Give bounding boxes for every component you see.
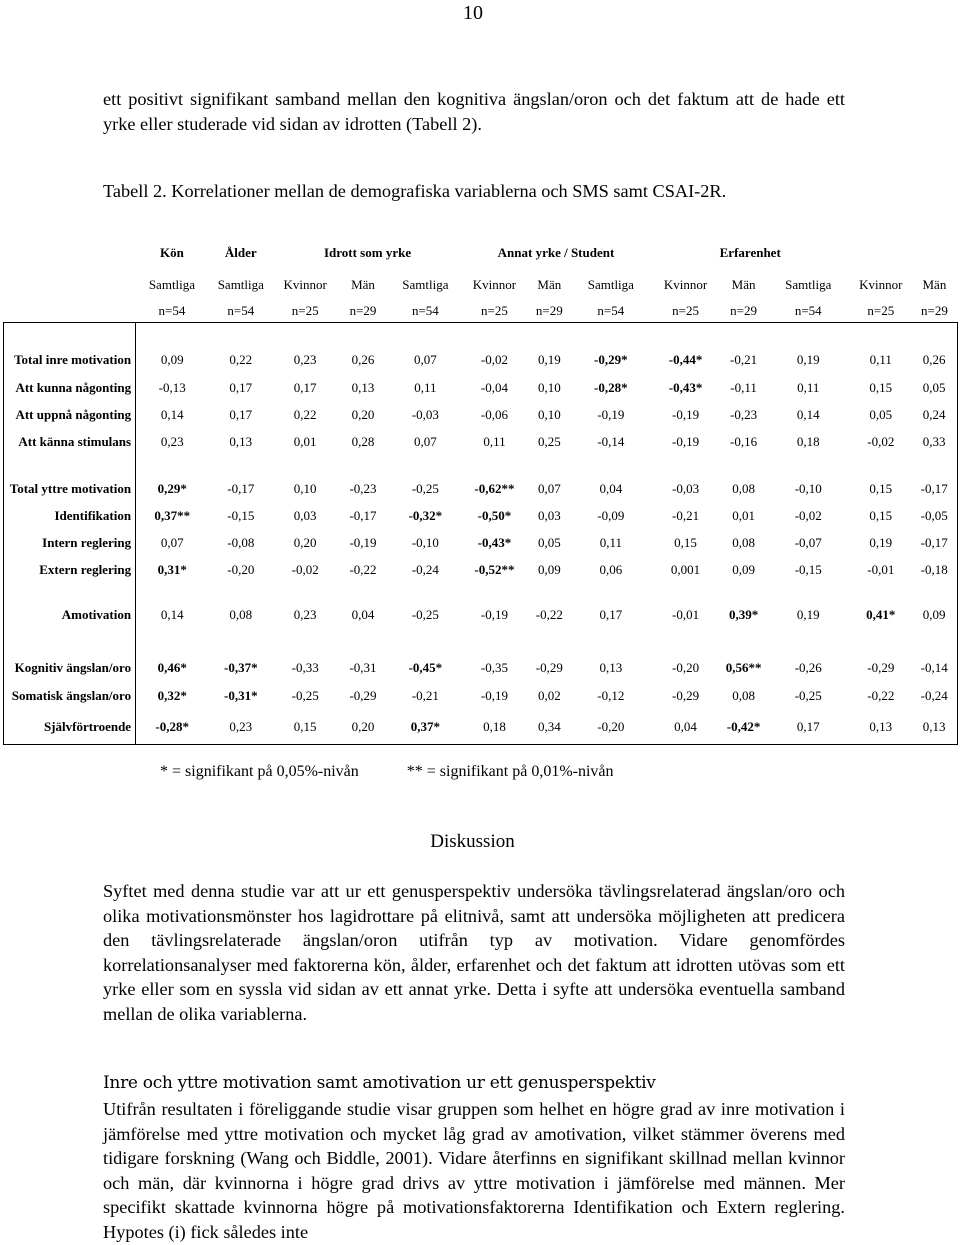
- table-cell: 0,19: [796, 607, 820, 622]
- table-cell: 0,25: [537, 433, 561, 449]
- group-header: Erfarenhet: [719, 245, 781, 260]
- table-cell: -0,17: [911, 529, 957, 556]
- table-cell: 0,09: [136, 346, 209, 374]
- table-cell: 0,08: [732, 480, 755, 496]
- table-cell: 0,14: [136, 401, 209, 428]
- table-cell: 0,23: [293, 352, 317, 367]
- row-label: Att uppnå någonting: [4, 401, 136, 428]
- table-cell: 0,23: [293, 607, 317, 622]
- row-label: Somatisk ängslan/oro: [4, 682, 136, 710]
- spacer-cell: [462, 322, 527, 346]
- spacer-cell: [571, 584, 650, 600]
- table-cell: -0,18: [911, 556, 957, 584]
- table-cell: -0,25: [794, 688, 822, 703]
- group-header: Idrott som yrke: [323, 245, 412, 260]
- table-cell: 0,24: [911, 401, 957, 428]
- spacer-cell: [527, 630, 571, 654]
- table-cell: 0,11: [483, 433, 506, 449]
- header-spacer: [4, 270, 136, 300]
- table-cell: -0,21: [411, 688, 439, 703]
- table-cell: 0,15: [273, 710, 337, 744]
- table-cell: 0,26: [351, 352, 375, 367]
- table-cell: 0,09: [732, 562, 755, 577]
- table-cell: -0,10: [411, 534, 439, 550]
- table-cell: 0,20: [337, 710, 389, 744]
- row-label: Identifikation: [4, 502, 136, 529]
- table-cell: 0,11: [414, 379, 437, 395]
- table-cell: -0,16: [730, 433, 758, 449]
- n-header: n=25: [291, 302, 319, 318]
- table-cell: 0,13: [351, 379, 375, 395]
- table-cell: -0,02: [480, 352, 509, 367]
- table-cell: 0,23: [136, 428, 209, 455]
- table-cell: -0,43*: [477, 534, 512, 550]
- table-cell: 0,07: [136, 529, 209, 556]
- table-cell: -0,28*: [594, 379, 628, 395]
- table-cell: -0,45*: [408, 660, 443, 675]
- spacer-cell: [4, 322, 136, 346]
- table-cell: 0,37**: [136, 502, 209, 529]
- table-cell: -0,29: [671, 688, 700, 703]
- table-cell: -0,35: [480, 660, 509, 675]
- table-cell: 0,01: [293, 433, 317, 449]
- table-cell: 0,13: [599, 660, 623, 675]
- spacer-cell: [571, 455, 650, 475]
- spacer-cell: [766, 630, 850, 654]
- section-heading: Diskussion: [430, 831, 515, 852]
- spacer-cell: [136, 584, 209, 600]
- table-cell: -0,50*: [477, 507, 512, 523]
- spacer-cell: [136, 455, 209, 475]
- table-cell: 0,18: [796, 433, 820, 449]
- spacer-cell: [4, 630, 136, 654]
- sub-header: Kvinnor: [472, 277, 517, 292]
- table-cell: -0,25: [291, 688, 319, 703]
- spacer-cell: [208, 584, 273, 600]
- spacer-cell: [273, 322, 337, 346]
- table-cell: 0,20: [293, 534, 317, 550]
- row-label: Att kunna någonting: [4, 374, 136, 401]
- table-cell: -0,26: [794, 660, 822, 675]
- table-cell: 0,39*: [728, 607, 759, 622]
- table-cell: 0,56**: [725, 660, 762, 675]
- spacer-cell: [337, 455, 389, 475]
- table-cell: -0,09: [597, 507, 625, 523]
- table-cell: 0,28: [351, 433, 375, 449]
- table-cell: 0,19: [796, 352, 820, 367]
- n-header: n=25: [867, 302, 895, 318]
- note-double-star: ** = signifikant på 0,01%-nivån: [406, 763, 614, 780]
- table-cell: -0,28*: [136, 710, 209, 744]
- table-cell: 0,13: [229, 433, 253, 449]
- sub-header: Samtliga: [402, 277, 449, 292]
- table-cell: -0,20: [671, 660, 700, 675]
- table-cell: -0,01: [867, 562, 895, 577]
- table-cell: 0,09: [537, 562, 561, 577]
- table-cell: 0,04: [599, 480, 623, 496]
- table-cell: -0,06: [480, 406, 509, 422]
- table-cell: -0,19: [480, 688, 509, 703]
- spacer-cell: [721, 322, 766, 346]
- spacer-cell: [721, 455, 766, 475]
- spacer-cell: [650, 322, 721, 346]
- spacer-cell: [650, 630, 721, 654]
- table-cell: 0,08: [229, 607, 253, 622]
- spacer-cell: [571, 322, 650, 346]
- table-cell: -0,13: [136, 374, 209, 401]
- table-cell: -0,17: [349, 507, 377, 523]
- table-cell: 0,06: [599, 562, 623, 577]
- table-cell: -0,12: [597, 688, 625, 703]
- sub-header: Kvinnor: [283, 277, 327, 292]
- table-cell: -0,17: [227, 480, 255, 496]
- table-cell: -0,03: [411, 406, 439, 422]
- spacer-cell: [766, 322, 850, 346]
- table-cell: -0,23: [349, 480, 377, 496]
- spacer-cell: [208, 630, 273, 654]
- table-cell: -0,29: [535, 660, 563, 675]
- table-cell: 0,15: [869, 507, 893, 523]
- spacer-cell: [850, 584, 911, 600]
- table-cell: 0,23: [208, 710, 273, 744]
- table-cell: 0,33: [911, 428, 957, 455]
- spacer-cell: [911, 630, 957, 654]
- spacer-cell: [208, 455, 273, 475]
- table-cell: -0,02: [291, 562, 319, 577]
- n-header: n=29: [349, 302, 377, 318]
- spacer-cell: [650, 584, 721, 600]
- spacer-cell: [571, 630, 650, 654]
- table-cell: 0,20: [351, 406, 375, 422]
- table-cell: 0,15: [674, 534, 697, 550]
- table-cell: -0,14: [597, 433, 625, 449]
- spacer-cell: [4, 455, 136, 475]
- table-cell: 0,02: [537, 688, 561, 703]
- spacer-cell: [273, 630, 337, 654]
- n-header: n=54: [158, 302, 186, 318]
- row-label: Total yttre motivation: [4, 475, 136, 502]
- spacer-cell: [337, 630, 389, 654]
- table-cell: 0,11: [869, 352, 892, 367]
- table-cell: 0,10: [537, 379, 561, 395]
- table-cell: -0,21: [730, 352, 758, 367]
- table-cell: 0,46*: [136, 654, 209, 682]
- table-cell: 0,11: [797, 379, 820, 395]
- table-cell: 0,13: [911, 710, 957, 744]
- spacer-cell: [389, 584, 462, 600]
- table-cell: 0,03: [293, 507, 317, 523]
- table-cell: -0,29*: [594, 352, 628, 367]
- n-header: n=54: [597, 302, 625, 318]
- table-cell: -0,14: [911, 654, 957, 682]
- sub-header: Samtliga: [148, 277, 196, 292]
- spacer-cell: [911, 322, 957, 346]
- spacer-cell: [389, 455, 462, 475]
- header-spacer: [4, 236, 136, 270]
- table-cell: -0,33: [291, 660, 319, 675]
- table-cell: 0,08: [732, 688, 755, 703]
- significance-notes: [160, 763, 614, 781]
- n-header: n=25: [672, 302, 699, 318]
- spacer-cell: [766, 455, 850, 475]
- correlation-table: [3, 236, 958, 744]
- sub-header: Samtliga: [587, 277, 634, 292]
- table-cell: -0,15: [794, 562, 822, 577]
- table-cell: 0,34: [527, 710, 571, 744]
- intro-paragraph: ett positivt signifikant samband mellan den kognitiva ängslan/oron och det faktum att de hade ett yrke eller studerade vid sidan av idrotten (Tabell 2).: [103, 89, 845, 134]
- table-cell: 0,17: [766, 710, 850, 744]
- n-header: n=54: [411, 302, 439, 318]
- table-cell: -0,02: [794, 507, 822, 523]
- spacer-cell: [527, 584, 571, 600]
- row-label: Att känna stimulans: [4, 428, 136, 455]
- table-cell: 0,19: [537, 352, 561, 367]
- table-cell: 0,22: [293, 406, 317, 422]
- table-cell: -0,25: [411, 607, 439, 622]
- table-cell: 0,15: [869, 480, 893, 496]
- table-cell: -0,23: [730, 406, 758, 422]
- table-cell: 0,14: [796, 406, 820, 422]
- spacer-cell: [766, 584, 850, 600]
- sub-header: Män: [731, 277, 756, 292]
- group-header: Kön: [160, 245, 184, 260]
- table-caption: Tabell 2. Korrelationer mellan de demografiska variablerna och SMS samt CSAI-2R.: [103, 181, 727, 201]
- table-cell: 0,01: [732, 507, 755, 523]
- table-cell: 0,13: [850, 710, 911, 744]
- table-cell: -0,20: [571, 710, 650, 744]
- table-cell: -0,04: [480, 379, 509, 395]
- n-header: n=29: [730, 302, 757, 318]
- table-cell: 0,32*: [136, 682, 209, 710]
- spacer-cell: [136, 322, 209, 346]
- table-cell: -0,22: [867, 688, 895, 703]
- row-label: Total inre motivation: [4, 346, 136, 374]
- spacer-cell: [527, 322, 571, 346]
- table-cell: -0,29: [867, 660, 895, 675]
- table-cell: 0,37*: [389, 710, 462, 744]
- table-cell: -0,07: [794, 534, 822, 550]
- n-header: n=29: [921, 302, 948, 318]
- table-cell: 0,14: [136, 600, 209, 630]
- sub-header: Kvinnor: [663, 277, 708, 292]
- table-cell: -0,44*: [668, 352, 703, 367]
- spacer-cell: [389, 322, 462, 346]
- spacer-cell: [911, 584, 957, 600]
- table-cell: -0,25: [411, 480, 439, 496]
- spacer-cell: [527, 455, 571, 475]
- spacer-cell: [911, 455, 957, 475]
- table-cell: 0,31*: [136, 556, 209, 584]
- spacer-cell: [208, 322, 273, 346]
- table-cell: -0,24: [411, 562, 439, 577]
- spacer-cell: [462, 584, 527, 600]
- table-cell: -0,19: [671, 433, 700, 449]
- sub-header: Män: [922, 277, 947, 292]
- table-cell: -0,11: [730, 379, 757, 395]
- spacer-cell: [721, 630, 766, 654]
- sub-header: Kvinnor: [859, 277, 903, 292]
- table-cell: 0,04: [650, 710, 721, 744]
- spacer-cell: [389, 630, 462, 654]
- table-cell: 0,15: [869, 379, 893, 395]
- table-cell: 0,19: [869, 534, 893, 550]
- table-cell: -0,01: [671, 607, 700, 622]
- table-cell: -0,43*: [668, 379, 703, 395]
- sub-header: Män: [537, 277, 562, 292]
- group-header: Ålder: [224, 245, 257, 260]
- spacer-cell: [136, 630, 209, 654]
- table-cell: -0,20: [227, 562, 255, 577]
- table-cell: -0,31: [349, 660, 377, 675]
- row-label: Extern reglering: [4, 556, 136, 584]
- note-single-star: * = signifikant på 0,05%-nivån: [160, 763, 359, 780]
- table-cell: 0,26: [911, 346, 957, 374]
- table-cell: 0,10: [537, 406, 561, 422]
- table-cell: 0,10: [293, 480, 317, 496]
- table-cell: -0,02: [867, 433, 895, 449]
- subsection-heading: Inre och yttre motivation samt amotivation ur ett genusperspektiv: [103, 1073, 656, 1093]
- table-cell: 0,05: [911, 374, 957, 401]
- spacer-cell: [850, 455, 911, 475]
- n-header: n=29: [535, 302, 563, 318]
- n-header: n=25: [481, 302, 508, 318]
- table-cell: 0,17: [599, 607, 623, 622]
- table-cell: 0,09: [911, 600, 957, 630]
- spacer-cell: [650, 455, 721, 475]
- table-cell: 0,001: [670, 562, 701, 577]
- row-label: Självförtroende: [4, 710, 136, 744]
- table-cell: -0,05: [911, 502, 957, 529]
- table-cell: -0,52**: [474, 562, 515, 577]
- spacer-cell: [337, 322, 389, 346]
- table-cell: 0,11: [599, 534, 622, 550]
- table-cell: -0,21: [671, 507, 700, 523]
- table-cell: -0,19: [671, 406, 700, 422]
- table-cell: 0,18: [462, 710, 527, 744]
- table-cell: 0,04: [351, 607, 375, 622]
- table-cell: -0,29: [349, 688, 377, 703]
- header-spacer: [4, 300, 136, 322]
- table-cell: -0,22: [349, 562, 377, 577]
- table-cell: 0,03: [537, 507, 561, 523]
- row-label: Amotivation: [4, 600, 136, 630]
- spacer-cell: [721, 584, 766, 600]
- table-cell: -0,24: [911, 682, 957, 710]
- spacer-cell: [337, 584, 389, 600]
- spacer-cell: [462, 455, 527, 475]
- table-cell: -0,42*: [721, 710, 766, 744]
- spacer-cell: [4, 584, 136, 600]
- table-cell: 0,05: [869, 406, 893, 422]
- table-cell: 0,41*: [866, 607, 896, 622]
- table-cell: 0,07: [414, 433, 437, 449]
- table-cell: 0,05: [537, 534, 561, 550]
- table-cell: 0,17: [229, 379, 253, 395]
- table-cell: -0,17: [911, 475, 957, 502]
- table-cell: -0,10: [794, 480, 822, 496]
- table-cell: 0,29*: [136, 475, 209, 502]
- spacer-cell: [273, 455, 337, 475]
- row-label: Kognitiv ängslan/oro: [4, 654, 136, 682]
- table-cell: -0,31*: [224, 688, 258, 703]
- table-cell: -0,19: [349, 534, 377, 550]
- table-cell: 0,08: [732, 534, 755, 550]
- table-cell: 0,22: [229, 352, 253, 367]
- group-header: Annat yrke / Student: [497, 245, 615, 260]
- spacer-cell: [850, 630, 911, 654]
- spacer-cell: [850, 322, 911, 346]
- spacer-cell: [273, 584, 337, 600]
- n-header: n=54: [227, 302, 255, 318]
- table-cell: -0,22: [535, 607, 563, 622]
- sub-header: Samtliga: [785, 277, 832, 292]
- discussion-paragraph: Syftet med denna studie var att ur ett genusperspektiv undersöka tävlingsrelaterad ängslan/oro och olika motivationsmönster hos lagidrottare på elitnivå, samt att undersöka möjligheten att predicera den tävlingsrelaterade ängslan/oron utifrån typ av motivation. Vidare genomfördes korrelationsanalyser med faktorerna kön, ålder, erfarenhet och det faktum att idrotten utövas som ett yrke eller som en syssla vid sidan av ett annat yrke. Detta i syfte att undersöka eventuella samband mellan de olika variablerna.: [103, 881, 845, 1024]
- table-cell: -0,19: [597, 406, 625, 422]
- table-cell: -0,08: [227, 534, 255, 550]
- table-cell: 0,17: [293, 379, 317, 395]
- table-cell: 0,07: [414, 352, 437, 367]
- motivation-paragraph: Utifrån resultaten i föreliggande studie visar gruppen som helhet en högre grad av inre motivation i jämförelse med yttre motivation och mycket låg grad av amotivation, vilket stämmer överens med tidigare forskning (Wang och Biddle, 2001). Vidare återfinns en signifikant skillnad mellan kvinnor och män, där kvinnorna i högre grad drivs av yttre motivation i jämförelse med männen. Mer specifikt skattade kvinnorna högre på motivationsfaktorerna Identifikation och Extern reglering. Hypotes (i) fick således inte: [103, 1099, 845, 1242]
- page-number: 10: [463, 2, 483, 24]
- table-cell: 0,07: [537, 480, 561, 496]
- table-cell: -0,15: [227, 507, 255, 523]
- row-label: Intern reglering: [4, 529, 136, 556]
- table-cell: -0,62**: [474, 480, 515, 496]
- sub-header: Män: [351, 277, 375, 292]
- spacer-cell: [462, 630, 527, 654]
- table-cell: -0,19: [480, 607, 509, 622]
- sub-header: Samtliga: [217, 277, 264, 292]
- table-cell: -0,32*: [408, 507, 443, 523]
- n-header: n=54: [794, 302, 822, 318]
- table-cell: 0,17: [229, 406, 253, 422]
- table-cell: -0,03: [671, 480, 700, 496]
- table-cell: -0,37*: [224, 660, 258, 675]
